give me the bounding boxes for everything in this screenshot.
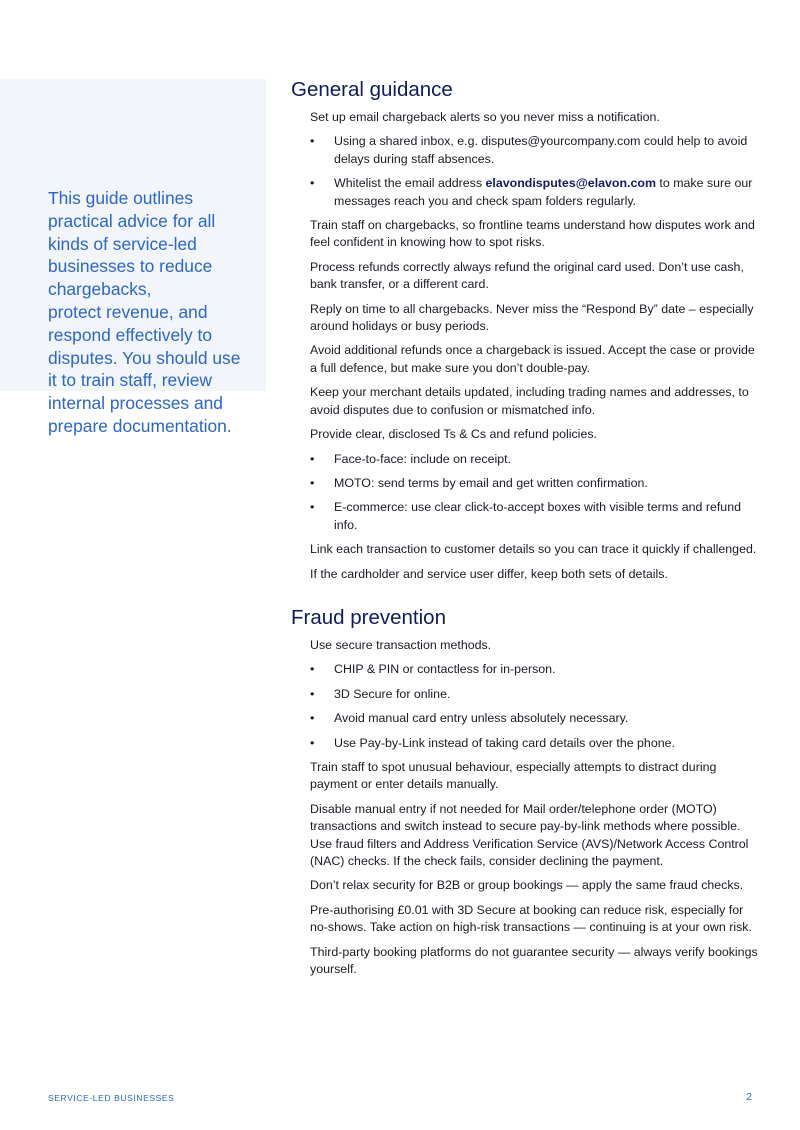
bullet-text: Avoid manual card entry unless absolutely necessary.: [334, 711, 629, 726]
bullet-item: [310, 451, 761, 468]
bullet-item: [310, 661, 761, 678]
footer-label: SERVICE-LED BUSINESSES: [48, 1093, 175, 1103]
bullet-item: [310, 710, 761, 727]
bullet-item: [310, 499, 761, 534]
paragraph: Avoid additional refunds once a chargeback is issued. Accept the case or provide a full defence, but make sure you don’t double-pay.: [310, 343, 755, 375]
bullet-item: [310, 735, 761, 752]
paragraph: Set up email chargeback alerts so you never miss a notification.: [310, 110, 660, 124]
bullet-text: MOTO: send terms by email and get written confirmation.: [334, 475, 648, 490]
bullet-text: 3D Secure for online.: [334, 686, 451, 701]
bullet-icon: •: [310, 176, 315, 191]
general-guidance-heading: General guidance: [291, 78, 453, 101]
bullet-text: Using a shared inbox, e.g. disputes@yourcompany.com could help to avoid delays during staff absences.: [334, 134, 748, 166]
general-guidance-body: [310, 109, 761, 583]
paragraph: Train staff to spot unusual behaviour, especially attempts to distract during payment or enter details manually.: [310, 759, 717, 792]
bullet-text: Face-to-face: include on receipt.: [334, 451, 512, 466]
fraud-prevention-heading: Fraud prevention: [291, 605, 446, 629]
bullet-icon: •: [310, 475, 315, 490]
paragraph: Don’t relax security for B2B or group bookings — apply the same fraud checks.: [310, 878, 744, 893]
intro-text: This guide outlines practical advice for all kinds of service-led businesses to reduce chargebacks, protect revenue, and respond effectively to disputes. You should use it to train staff, review internal processes and prepare documentation.: [48, 188, 241, 436]
bullet-icon: •: [310, 711, 315, 726]
bullet-icon: •: [310, 662, 315, 677]
bullet-item: [310, 686, 761, 703]
bullet-item: [310, 475, 761, 492]
bullet-icon: •: [310, 500, 315, 515]
paragraph: Disable manual entry if not needed for Mail order/telephone order (MOTO) transactions and switch instead to secure pay-by-link methods where possible. Use fraud filters and Address Verification Service (AVS)/Network Access Control (NAC) checks. If the check fails, consider declining the payment.: [310, 801, 749, 868]
paragraph: If the cardholder and service user differ, keep both sets of details.: [310, 566, 668, 581]
bullet-item: [310, 133, 761, 168]
paragraph: Link each transaction to customer details so you can trace it quickly if challenged.: [310, 542, 757, 557]
intro-panel: [0, 79, 266, 436]
paragraph: Process refunds correctly always refund the original card used. Don’t use cash, bank transfer, or a different card.: [310, 259, 744, 292]
paragraph: Keep your merchant details updated, including trading names and addresses, to avoid disputes due to confusion or mismatched info.: [310, 385, 749, 417]
email-link[interactable]: elavondisputes@elavon.com: [485, 176, 656, 191]
main-content: [291, 77, 761, 985]
page-number: 2: [746, 1091, 752, 1103]
general-guidance-section: [291, 77, 761, 583]
fraud-prevention-section: [291, 605, 761, 979]
bullet-text: Use Pay-by-Link instead of taking card details over the phone.: [334, 735, 675, 750]
bullet-icon: •: [310, 735, 315, 750]
paragraph: Third-party booking platforms do not guarantee security — always verify bookings yourself.: [310, 944, 758, 977]
paragraph: Use secure transaction methods.: [310, 637, 492, 652]
bullet-text: E-commerce: use clear click-to-accept boxes with visible terms and refund info.: [334, 500, 741, 532]
bullet-text-pre: Whitelist the email address: [334, 176, 486, 191]
bullet-item: [310, 175, 761, 210]
bullet-icon: •: [310, 451, 315, 466]
paragraph: Pre-authorising £0.01 with 3D Secure at booking can reduce risk, especially for no-shows. Take action on high-risk transactions — continuing is at your own risk.: [310, 902, 752, 935]
bullet-text: CHIP & PIN or contactless for in-person.: [334, 662, 556, 677]
fraud-prevention-body: [310, 637, 761, 979]
bullet-text-post: to make sure our messages reach you and check spam folders regularly.: [334, 176, 753, 208]
paragraph: Provide clear, disclosed Ts & Cs and refund policies.: [310, 427, 597, 442]
paragraph: Reply on time to all chargebacks. Never miss the “Respond By” date – especially around holidays or busy periods.: [310, 301, 754, 334]
bullet-icon: •: [310, 686, 315, 701]
bullet-icon: •: [310, 134, 315, 149]
paragraph: Train staff on chargebacks, so frontline teams understand how disputes work and feel confident in knowing how to spot risks.: [310, 218, 755, 250]
